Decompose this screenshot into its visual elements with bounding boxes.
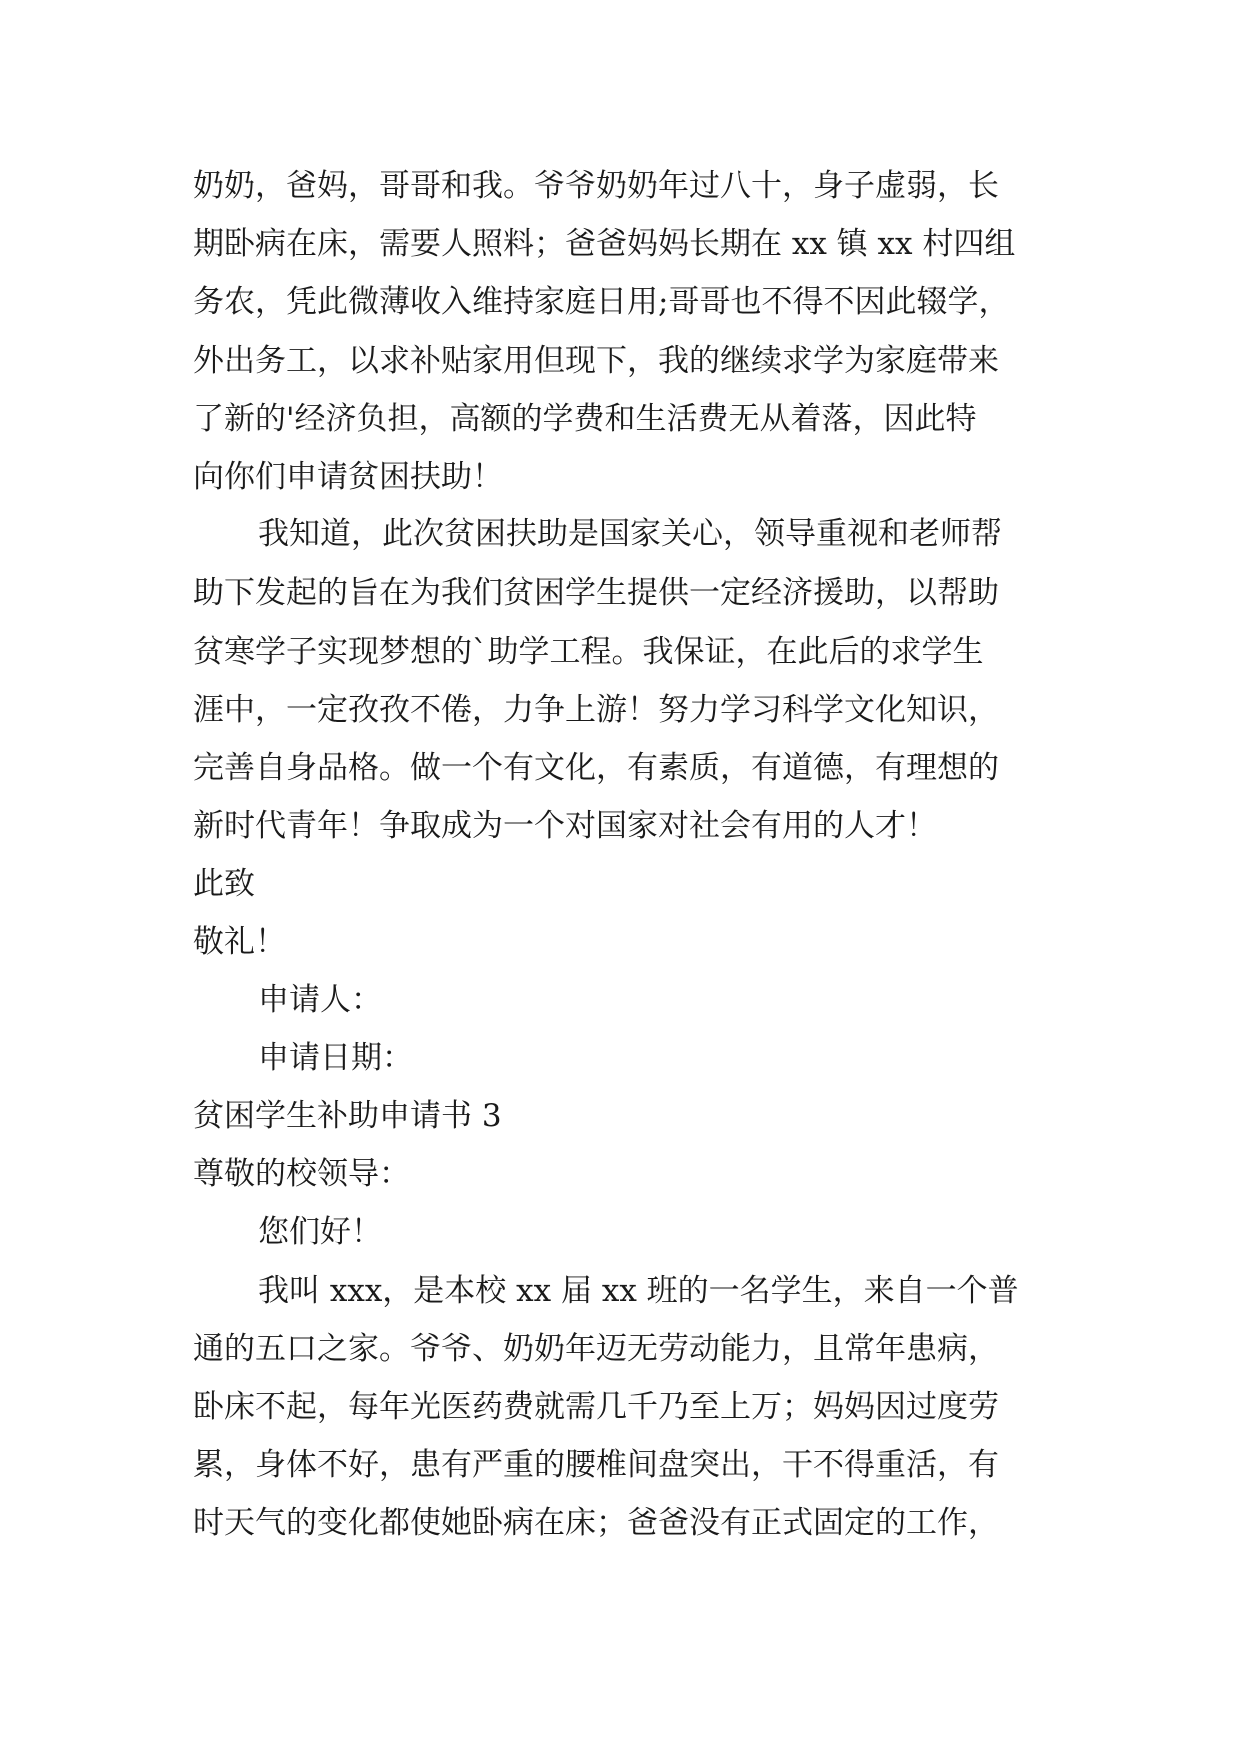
paragraph-line: 向你们申请贫困扶助！ [193,459,503,495]
closing-line: 此致 [193,866,255,902]
application-date-label: 申请日期： [258,1040,413,1076]
paragraph-line: 涯中，一定孜孜不倦，力争上游！努力学习科学文化知识， [193,692,999,728]
paragraph-line: 外出务工，以求补贴家用但现下，我的继续求学为家庭带来 [193,343,999,379]
section-title: 贫困学生补助申请书 3 [193,1098,502,1134]
paragraph-line: 时天气的变化都使她卧病在床；爸爸没有正式固定的工作， [193,1505,999,1541]
paragraph-line: 卧床不起，每年光医药费就需几千乃至上万；妈妈因过度劳 [193,1389,999,1425]
paragraph-line: 了新的'经济负担，高额的学费和生活费无从着落，因此特 [193,401,977,437]
paragraph-line: 累，身体不好，患有严重的腰椎间盘突出，干不得重活，有 [193,1447,999,1483]
paragraph-line: 完善自身品格。做一个有文化，有素质，有道德，有理想的 [193,750,999,786]
paragraph-line: 新时代青年！争取成为一个对国家对社会有用的人才！ [193,808,937,844]
paragraph-line: 期卧病在床，需要人照料；爸爸妈妈长期在 xx 镇 xx 村四组 [193,226,1016,262]
applicant-label: 申请人： [258,982,382,1018]
paragraph-line: 贫寒学子实现梦想的`助学工程。我保证，在此后的求学生 [193,634,984,670]
paragraph-line: 务农，凭此微薄收入维持家庭日用;哥哥也不得不因此辍学， [193,284,1010,320]
paragraph-line: 奶奶，爸妈，哥哥和我。爷爷奶奶年过八十，身子虚弱，长 [193,168,999,204]
paragraph-line: 助下发起的旨在为我们贫困学生提供一定经济援助，以帮助 [193,575,999,611]
paragraph-line: 我叫 xxx，是本校 xx 届 xx 班的一名学生，来自一个普 [258,1273,1019,1309]
paragraph-line: 我知道，此次贫困扶助是国家关心，领导重视和老师帮 [258,516,1002,552]
greeting-line: 您们好！ [258,1214,382,1250]
greeting-line: 尊敬的校领导： [193,1156,410,1192]
closing-salutation: 敬礼！ [193,924,286,960]
paragraph-line: 通的五口之家。爷爷、奶奶年迈无劳动能力，且常年患病， [193,1331,999,1367]
